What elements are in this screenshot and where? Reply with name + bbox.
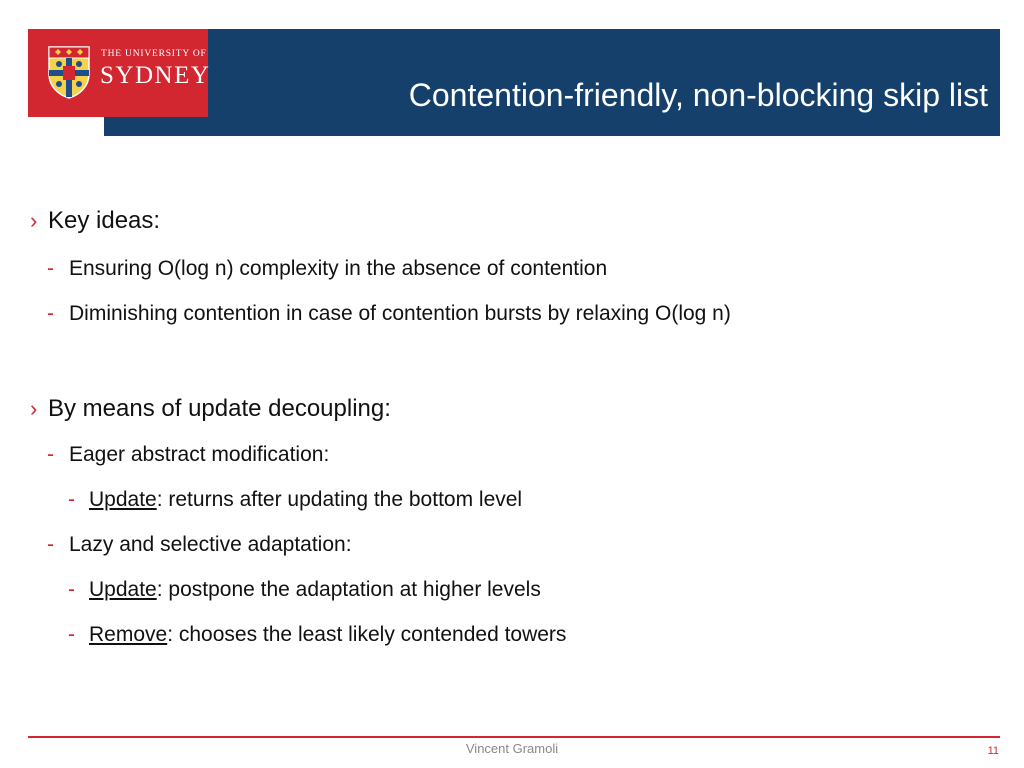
term-update: Update [89, 488, 157, 511]
dash-marker: - [47, 443, 54, 466]
dash-marker: - [68, 623, 75, 646]
logo-sydney: SYDNEY [100, 62, 211, 89]
bullet-text: By means of update decoupling: [48, 395, 391, 422]
bullet-marker: › [30, 396, 38, 421]
term-remove: Remove [89, 623, 168, 646]
term-description: : returns after updating the bottom level [156, 488, 523, 511]
sub-bullet-text: Ensuring O(log n) complexity in the absence of contention [69, 257, 608, 280]
sub-sub-bullet-text [89, 622, 566, 648]
logo-university-of: THE UNIVERSITY OF [101, 49, 207, 59]
dash-marker: - [68, 488, 75, 511]
bullet-marker: › [30, 208, 38, 233]
dash-marker: - [68, 578, 75, 601]
sub-bullet-text: Eager abstract modification: [69, 443, 330, 466]
sub-sub-bullet-text [89, 577, 541, 603]
sub-bullet-text: Diminishing contention in case of contention bursts by relaxing O(log n) [69, 302, 731, 325]
term-update: Update [89, 578, 157, 601]
sub-bullet-text: Lazy and selective adaptation: [69, 533, 352, 556]
footer-divider [28, 736, 1000, 738]
slide-title: Contention-friendly, non-blocking skip list [408, 77, 988, 113]
footer-author: Vincent Gramoli [465, 741, 559, 756]
bullet-text: Key ideas: [48, 207, 161, 234]
dash-marker: - [47, 257, 54, 280]
dash-marker: - [47, 533, 54, 556]
term-description: : postpone the adaptation at higher levels [156, 578, 541, 601]
page-number: 11 [987, 745, 999, 757]
sub-sub-bullet-text [89, 487, 522, 513]
dash-marker: - [47, 302, 54, 325]
term-description: : chooses the least likely contended towers [167, 623, 567, 646]
